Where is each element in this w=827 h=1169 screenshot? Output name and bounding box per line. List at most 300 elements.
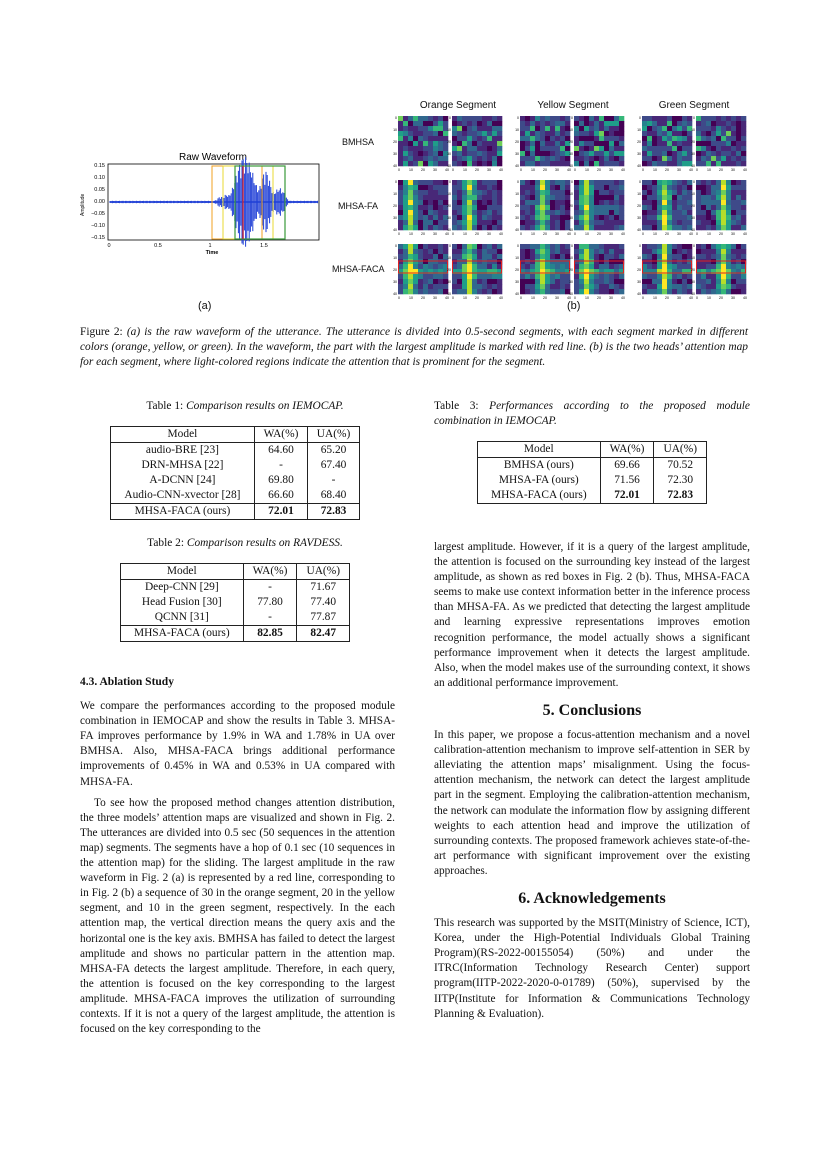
heatmap-cell (472, 249, 477, 254)
heatmap-cell (736, 269, 741, 274)
heatmap-ytick: 20 (691, 140, 695, 144)
heatmap-cell (535, 220, 540, 225)
heatmap-cell (706, 249, 711, 254)
heatmap-cell (667, 249, 672, 254)
table-cell: audio-BRE [23] (111, 443, 255, 459)
table-header: UA(%) (297, 564, 350, 580)
heatmap-cell (482, 205, 487, 210)
heatmap-cell (667, 136, 672, 141)
heatmap-cell (736, 264, 741, 269)
heatmap-cell (438, 151, 443, 156)
heatmap-cell (721, 274, 726, 279)
heatmap-cell (535, 151, 540, 156)
heatmap-cell (594, 116, 599, 121)
heatmap-cell (696, 205, 701, 210)
heatmap-cell (701, 205, 706, 210)
heatmap-cell (662, 180, 667, 185)
heatmap-cell (711, 121, 716, 126)
heatmap-cell (711, 284, 716, 289)
heatmap-cell (520, 141, 525, 146)
heatmap-cell (403, 215, 408, 220)
heatmap-cell (662, 259, 667, 264)
heatmap-cell (497, 141, 502, 146)
heatmap-ytick: 0 (693, 180, 695, 184)
heatmap-cell (477, 180, 482, 185)
heatmap-cell (520, 136, 525, 141)
heatmap-cell (609, 151, 614, 156)
heatmap-cell (413, 274, 418, 279)
heatmap-cell (428, 161, 433, 166)
heatmap-cell (667, 195, 672, 200)
heatmap-xtick: 40 (499, 168, 503, 172)
heatmap-cell (492, 220, 497, 225)
heatmap-cell (525, 264, 530, 269)
heatmap-cell (403, 131, 408, 136)
heatmap-cell (574, 205, 579, 210)
heatmap-cell (535, 136, 540, 141)
heatmap-cell (736, 225, 741, 230)
heatmap-cell (462, 190, 467, 195)
heatmap-cell (545, 259, 550, 264)
heatmap-cell (398, 210, 403, 215)
table-row (111, 443, 360, 459)
heatmap-cell (540, 195, 545, 200)
heatmap-cell (530, 151, 535, 156)
heatmap-xtick: 30 (677, 168, 681, 172)
heatmap-cell (408, 146, 413, 151)
attention-map (637, 116, 693, 172)
heatmap-ytick: 30 (637, 280, 641, 284)
heatmap-cell (726, 131, 731, 136)
heatmap-cell (423, 205, 428, 210)
heatmap-cell (525, 289, 530, 294)
heatmap-cell (520, 195, 525, 200)
heatmap-cell (667, 126, 672, 131)
heatmap-cell (492, 225, 497, 230)
heatmap-cell (482, 190, 487, 195)
heatmap-cell (706, 156, 711, 161)
heatmap-cell (614, 151, 619, 156)
heatmap-cell (487, 180, 492, 185)
heatmap-ytick: 0 (517, 116, 519, 120)
heatmap-cell (667, 274, 672, 279)
heatmap-cell (672, 126, 677, 131)
heatmap-cell (736, 215, 741, 220)
table-cell: - (308, 473, 360, 488)
heatmap-cell (647, 141, 652, 146)
heatmap-cell (555, 121, 560, 126)
table-cell: 82.85 (243, 626, 297, 642)
heatmap-cell (701, 185, 706, 190)
heatmap-cell (701, 146, 706, 151)
heatmap-cell (472, 205, 477, 210)
heatmap-cell (438, 259, 443, 264)
heatmap-cell (614, 259, 619, 264)
table-header: WA(%) (243, 564, 297, 580)
heatmap-cell (550, 210, 555, 215)
heatmap-cell (482, 131, 487, 136)
heatmap-ytick: 40 (393, 228, 397, 232)
heatmap-cell (672, 180, 677, 185)
heatmap-cell (652, 195, 657, 200)
heatmap-cell (535, 210, 540, 215)
heatmap-cell (741, 126, 746, 131)
heatmap-cell (584, 156, 589, 161)
heatmap-cell (438, 244, 443, 249)
heatmap-cell (672, 289, 677, 294)
heatmap-cell (574, 225, 579, 230)
heatmap-cell (452, 146, 457, 151)
heatmap-cell (520, 254, 525, 259)
heatmap-cell (492, 279, 497, 284)
heatmap-cell (677, 244, 682, 249)
heatmap-cell (398, 126, 403, 131)
heatmap-cell (413, 284, 418, 289)
heatmap-cell (530, 180, 535, 185)
heatmap-xtick: 20 (543, 168, 547, 172)
heatmap-cell (667, 264, 672, 269)
heatmap-cell (647, 146, 652, 151)
table-row (121, 580, 350, 596)
heatmap-cell (452, 180, 457, 185)
heatmap-cell (403, 121, 408, 126)
heatmap-cell (472, 190, 477, 195)
heatmap-cell (711, 126, 716, 131)
heatmap-cell (565, 284, 570, 289)
right-column (434, 540, 750, 1022)
heatmap-cell (462, 116, 467, 121)
heatmap-cell (555, 185, 560, 190)
heatmap-cell (701, 244, 706, 249)
heatmap-cell (584, 136, 589, 141)
heatmap-cell (565, 146, 570, 151)
heatmap-cell (472, 220, 477, 225)
heatmap-cell (599, 161, 604, 166)
heatmap-cell (642, 220, 647, 225)
heatmap-cell (619, 244, 624, 249)
heatmap-ytick: 10 (637, 192, 641, 196)
heatmap-cell (482, 215, 487, 220)
table-cell: 70.52 (654, 458, 707, 474)
heatmap-cell (530, 126, 535, 131)
heatmap-cell (721, 131, 726, 136)
heatmap-cell (604, 195, 609, 200)
heatmap-cell (662, 254, 667, 259)
heatmap-cell (540, 274, 545, 279)
heatmap-cell (662, 289, 667, 294)
heatmap-cell (555, 180, 560, 185)
heatmap-cell (579, 254, 584, 259)
table-cell: 77.87 (297, 610, 350, 626)
heatmap-ytick: 40 (447, 228, 451, 232)
heatmap-cell (642, 136, 647, 141)
heatmap-cell (711, 156, 716, 161)
table-row (111, 504, 360, 520)
heatmap-cell (428, 259, 433, 264)
heatmap-cell (492, 116, 497, 121)
heatmap-cell (492, 195, 497, 200)
heatmap-cell (574, 121, 579, 126)
heatmap-cell (398, 254, 403, 259)
heatmap-cell (716, 116, 721, 121)
heatmap-cell (741, 121, 746, 126)
heatmap-cell (687, 284, 692, 289)
heatmap-cell (452, 289, 457, 294)
table-cell: QCNN [31] (121, 610, 244, 626)
heatmap-cell (530, 289, 535, 294)
table-row (121, 610, 350, 626)
heatmap-cell (701, 264, 706, 269)
heatmap-cell (487, 264, 492, 269)
left-column (80, 675, 395, 1037)
heatmap-cell (438, 264, 443, 269)
heatmap-cell (731, 269, 736, 274)
heatmap-cell (687, 121, 692, 126)
heatmap-cell (711, 244, 716, 249)
heatmap-cell (433, 210, 438, 215)
heatmap-cell (492, 121, 497, 126)
heatmap-cell (535, 141, 540, 146)
heatmap-cell (667, 205, 672, 210)
heatmap-cell (408, 225, 413, 230)
heatmap-cell (492, 274, 497, 279)
ytick: 0.05 (94, 187, 105, 193)
heatmap-cell (696, 249, 701, 254)
table2-caption-text: Comparison results on RAVDESS. (186, 537, 343, 549)
heatmap-cell (657, 141, 662, 146)
heatmap-cell (497, 200, 502, 205)
row-label-mhsa-faca: MHSA-FACA (332, 264, 385, 274)
heatmap-xtick: 30 (487, 296, 491, 300)
heatmap-cell (647, 210, 652, 215)
heatmap-cell (594, 180, 599, 185)
heatmap-cell (560, 151, 565, 156)
heatmap-cell (662, 210, 667, 215)
heatmap-cell (540, 264, 545, 269)
heatmap-cell (545, 190, 550, 195)
heatmap-ytick: 40 (637, 228, 641, 232)
heatmap-cell (594, 225, 599, 230)
heatmap-cell (452, 190, 457, 195)
heatmap-cell (550, 195, 555, 200)
heatmap-cell (530, 215, 535, 220)
heatmap-cell (594, 205, 599, 210)
heatmap-cell (594, 156, 599, 161)
heatmap-cell (408, 151, 413, 156)
heatmap-cell (619, 254, 624, 259)
heatmap-cell (492, 205, 497, 210)
heatmap-cell (614, 141, 619, 146)
heatmap-cell (682, 269, 687, 274)
heatmap-ytick: 40 (515, 292, 519, 296)
waveform-xticks (107, 243, 267, 249)
table-header: WA(%) (254, 427, 307, 443)
heatmap-cell (594, 220, 599, 225)
heatmap-cell (589, 284, 594, 289)
heatmap-cell (443, 156, 448, 161)
heatmap-cell (647, 151, 652, 156)
heatmap-cell (497, 249, 502, 254)
heatmap-cell (418, 220, 423, 225)
heatmap-cell (457, 205, 462, 210)
heatmap-cell (647, 121, 652, 126)
heatmap-cell (540, 190, 545, 195)
heatmap-ytick: 0 (449, 116, 451, 120)
heatmap-cell (452, 141, 457, 146)
heatmap-cell (614, 180, 619, 185)
heatmap-cell (545, 210, 550, 215)
heatmap-cell (652, 279, 657, 284)
heatmap-cell (642, 249, 647, 254)
heatmap-cell (584, 210, 589, 215)
heatmap-cell (530, 200, 535, 205)
heatmap-cell (545, 141, 550, 146)
heatmap-cell (423, 185, 428, 190)
table-header: Model (111, 427, 255, 443)
heatmap-cell (741, 151, 746, 156)
heatmap-cell (433, 116, 438, 121)
heatmap-cell (413, 180, 418, 185)
heatmap-cell (657, 151, 662, 156)
heatmap-cell (667, 225, 672, 230)
heatmap-cell (433, 121, 438, 126)
heatmap-cell (477, 131, 482, 136)
heatmap-cell (452, 205, 457, 210)
heatmap-cell (574, 151, 579, 156)
heatmap-cell (433, 215, 438, 220)
heatmap-cell (682, 284, 687, 289)
heatmap-cell (682, 146, 687, 151)
heatmap-cell (682, 244, 687, 249)
table-cell: BMHSA (ours) (478, 458, 601, 474)
heatmap-cell (423, 259, 428, 264)
heatmap-cell (433, 284, 438, 289)
heatmap-cell (525, 195, 530, 200)
heatmap-cell (721, 146, 726, 151)
heatmap-cell (574, 161, 579, 166)
heatmap-cell (438, 141, 443, 146)
heatmap-cell (696, 185, 701, 190)
heatmap-cell (560, 220, 565, 225)
heatmap-cell (682, 225, 687, 230)
heatmap-cell (487, 185, 492, 190)
heatmap-cell (609, 200, 614, 205)
heatmap-cell (726, 136, 731, 141)
heatmap-cell (497, 180, 502, 185)
heatmap-xtick: 20 (597, 168, 601, 172)
heatmap-cell (619, 274, 624, 279)
heatmap-cell (652, 210, 657, 215)
heatmap-cell (667, 215, 672, 220)
heatmap-cell (428, 195, 433, 200)
heatmap-cell (696, 200, 701, 205)
heatmap-cell (726, 249, 731, 254)
heatmap-cell (662, 284, 667, 289)
heatmap-cell (482, 279, 487, 284)
heatmap-cell (492, 136, 497, 141)
heatmap-cell (736, 274, 741, 279)
heatmap-cell (574, 156, 579, 161)
table-cell: - (243, 610, 297, 626)
heatmap-cell (438, 269, 443, 274)
heatmap-ytick: 10 (515, 256, 519, 260)
heatmap-cell (545, 131, 550, 136)
table-cell: A-DCNN [24] (111, 473, 255, 488)
xtick: 0 (107, 243, 111, 249)
heatmap-xtick: 30 (555, 168, 559, 172)
heatmap-cell (550, 254, 555, 259)
heatmap-cell (403, 161, 408, 166)
heatmap-cell (408, 131, 413, 136)
heatmap-cell (706, 244, 711, 249)
heatmap-cell (589, 205, 594, 210)
heatmap-cell (652, 225, 657, 230)
heatmap-cell (560, 146, 565, 151)
heatmap-cell (423, 146, 428, 151)
heatmap-cell (604, 205, 609, 210)
heatmap-cell (701, 180, 706, 185)
heatmap-cell (457, 136, 462, 141)
heatmap-xtick: 0 (696, 168, 698, 172)
xtick: 1 (208, 243, 212, 249)
heatmap-cell (487, 190, 492, 195)
table-cell: MHSA-FA (ours) (478, 473, 601, 488)
heatmap-cell (457, 279, 462, 284)
heatmap-cell (423, 249, 428, 254)
heatmap-xtick: 30 (731, 232, 735, 236)
heatmap-cell (589, 215, 594, 220)
heatmap-cell (545, 244, 550, 249)
heatmap-cell (584, 195, 589, 200)
heatmap-ytick: 20 (637, 140, 641, 144)
heatmap-cell (642, 279, 647, 284)
heatmap-cell (726, 180, 731, 185)
heatmap-cell (721, 269, 726, 274)
heatmap-cell (657, 284, 662, 289)
heatmap-ytick: 10 (393, 128, 397, 132)
heatmap-cell (604, 284, 609, 289)
heatmap-cell (657, 289, 662, 294)
heatmap-xtick: 0 (696, 296, 698, 300)
heatmap-cell (438, 146, 443, 151)
heatmap-ytick: 30 (393, 152, 397, 156)
heatmap-cell (726, 146, 731, 151)
heatmap-cell (672, 185, 677, 190)
heatmap-cell (706, 121, 711, 126)
heatmap-cell (428, 126, 433, 131)
heatmap-cell (711, 215, 716, 220)
heatmap-cell (428, 146, 433, 151)
heatmap-cell (589, 136, 594, 141)
heatmap-cell (540, 180, 545, 185)
heatmap-cell (438, 116, 443, 121)
heatmap-cell (579, 244, 584, 249)
heatmap-cell (560, 264, 565, 269)
heatmap-cell (418, 205, 423, 210)
heatmap-cell (579, 279, 584, 284)
heatmap-xtick: 40 (743, 296, 747, 300)
heatmap-xtick: 0 (398, 296, 400, 300)
heatmap-cell (652, 116, 657, 121)
heatmap-cell (584, 146, 589, 151)
heatmap-xtick: 0 (398, 168, 400, 172)
heatmap-ytick: 30 (569, 152, 573, 156)
heatmap-cell (535, 264, 540, 269)
heatmap-cell (413, 210, 418, 215)
heatmap-cell (706, 146, 711, 151)
heatmap-cell (604, 220, 609, 225)
heatmap-cell (667, 121, 672, 126)
